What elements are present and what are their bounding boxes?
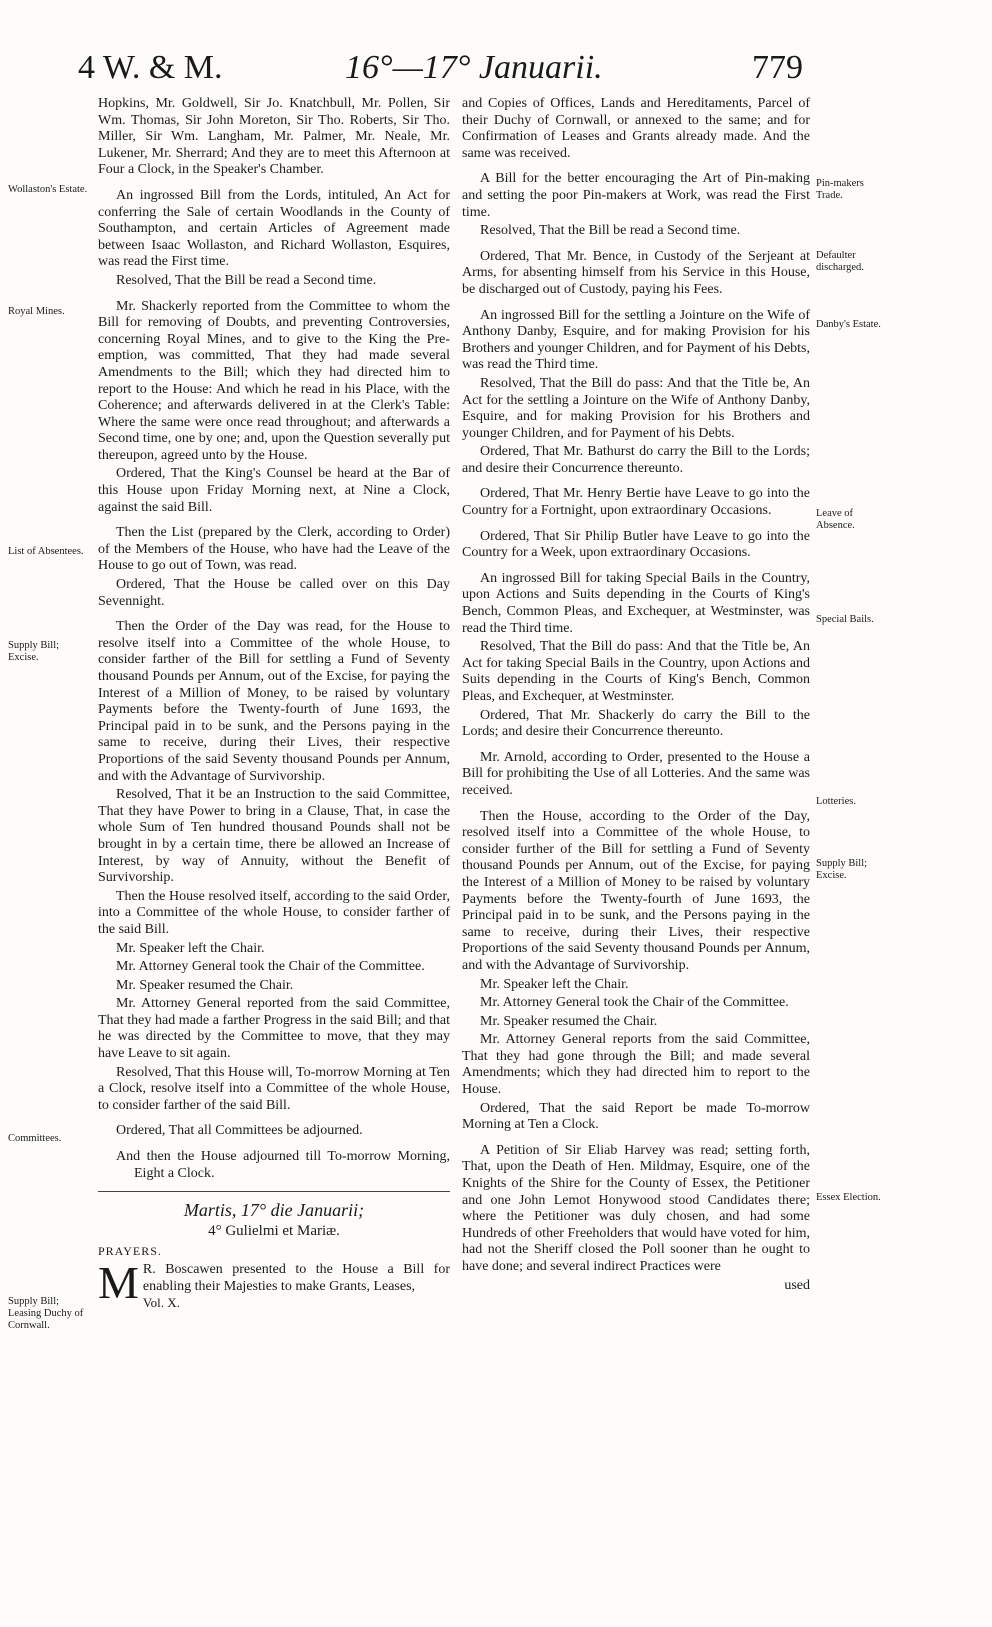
paragraph: Resolved, That the Bill do pass: And that the Title be, An Act for taking Special Bails in the Country, upon Actions and Suits depending in the Courts of King's Bench, Common Pleas, and Exchequer, at Westminster. [462,639,810,704]
margin-note-committees: Committees. [8,1133,62,1144]
paragraph: Ordered, That Mr. Henry Bertie have Leave to go into the Country for a Fortnight, upon extraordinary Occasions. [462,486,810,519]
paragraph: Mr. Speaker resumed the Chair. [116,977,294,993]
page-number: 779 [752,49,803,86]
paragraph: Mr. Attorney General took the Chair of the Committee. [480,995,789,1011]
right-column [462,96,810,1303]
paragraph: Mr. Speaker left the Chair. [116,940,265,956]
paragraph: Mr. Attorney General reported from the said Committee, That they had made a farther Progress in the said Bill; and that he was directed by the Committee to move, that they may have Leave to sit again. [98,996,450,1062]
left-column [98,96,450,1312]
paragraph: Mr. Speaker resumed the Chair. [480,1013,658,1029]
adjournment: And then the House adjourned till To-morrow Morning, Eight a Clock. [116,1149,450,1181]
paragraph: Resolved, That the Bill be read a Second time. [480,223,741,239]
paragraph: Hopkins, Mr. Goldwell, Sir Jo. Knatchbull, Mr. Pollen, Sir Wm. Thomas, Sir John Moreton, Sir Tho. Roberts, Sir Tho. Miller, Sir Wm. Langham, Mr. Palmer, Mr. Neale, Mr. Lukener, Mr. Sherrard; And they are to meet this Afternoon at Four a Clock, in the Speaker's Chamber. [98,96,450,178]
header-regnal-year: 4 W. & M. [78,49,223,86]
paragraph: Mr. Attorney General reports from the said Committee, That they had gone through the Bill; and made several Amendments; which they had directed him to report to the House. [462,1032,810,1098]
paragraph: Then the List (prepared by the Clerk, according to Order) of the Members of the House, who have had the Leave of the House to go out of Town, was read. [98,525,450,574]
margin-note-defaulter: Defaulter discharged. [816,250,864,273]
paragraph: An ingrossed Bill for the settling a Jointure on the Wife of Anthony Danby, Esquire, and for making Provision for his Brothers and younger Children, and for Payment of his Debts, was read the Third time. [462,307,810,373]
volume-mark: Vol. X. [142,1295,180,1311]
paragraph: and Copies of Offices, Lands and Hereditaments, Parcel of their Duchy of Cornwall, or annexed to the same; and for Confirmation of Leases and Grants already made. And the same was received. [462,96,810,161]
margin-note-supply-excise: Supply Bill; Excise. [8,640,60,663]
margin-note-danby: Danby's Estate. [816,319,881,330]
paragraph: Ordered, That Mr. Bence, in Custody of the Serjeant at Arms, for absenting himself from his Service in this House, be discharged out of Custody, paying his Fees. [462,248,810,297]
paragraph: Ordered, That Mr. Shackerly do carry the Bill to the Lords; and desire their Concurrence thereunto. [462,707,810,740]
margin-note-lotteries: Lotteries. [816,796,856,807]
header-date: 16°—17° Januarii. [345,49,603,86]
margin-note-supply-excise-right: Supply Bill; Excise. [816,858,868,881]
reign-line: 4° Gulielmi et Mariæ. [208,1222,340,1239]
paragraph: Mr. Shackerly reported from the Committee to whom the Bill for removing of Doubts, and preventing Controversies, concerning Royal Mines, and to give to the King the Pre-emption, was committed, That they had made several Amendments to the Bill; which they had directed him to report to the House: And which he read in his Place, with the Coherence; and afterwards delivered in at the Clerk's Table: Where the same were once read throughout; and afterwards a Second time, one by one; and, upon the Question severally put thereupon, agreed unto by the House. [98,298,450,463]
paragraph: Ordered, That the King's Counsel be heard at the Bar of this House upon Friday Morning next, at Nine a Clock, against the said Bill. [98,466,450,515]
margin-note-wollaston: Wollaston's Estate. [8,184,88,195]
paragraph: Then the House, according to the Order of the Day, resolved itself into a Committee of the whole House, to consider further of the Bill for settling a Fund of Seventy thousand Pounds per Annum, out of the Excise, for paying the Interest of a Million of Money to be raised by voluntary Payments before the Twenty-fourth of June 1693, the Principal paid in to be sunk, and the Persons paying in the same to receive, during their Lives, their respective Proportions of the said Seventy thousand Pounds per Annum, and with the Advantage of Survivorship. [462,808,810,973]
paragraph: Ordered, That the said Report be made To-morrow Morning at Ten a Clock. [462,1100,810,1133]
paragraph: Resolved, That the Bill be read a Second time. [116,272,377,288]
margin-note-pinmakers: Pin-makers Trade. [816,178,864,201]
margin-note-royal-mines: Royal Mines. [8,306,65,317]
paragraph: A Petition of Sir Eliab Harvey was read; setting forth, That, upon the Death of Hen. Mildmay, Esquire, one of the Knights of the Shire for the County of Essex, the Petitioner and one John Lemot Honywood stood Candidates there; where the Petitioner was duly chosen, and had some Hundreds of other Freeholders that would have voted for him, had not the Sheriff closed the Poll sooner than he ought to have done; and several indirect Practices were [462,1142,810,1274]
paragraph: Ordered, That Mr. Bathurst do carry the Bill to the Lords; and desire their Concurrence thereunto. [462,444,810,476]
margin-note-supply-cornwall: Supply Bill; Leasing Duchy of Cornwall. [8,1296,84,1331]
paragraph: Ordered, That Sir Philip Butler have Leave to go into the Country for a Week, upon extraordinary Occasions. [462,528,810,561]
prayers-heading: PRAYERS. [98,1244,162,1259]
catchword: used [784,1277,810,1293]
margin-note-leave: Leave of Absence. [816,508,855,531]
paragraph: Resolved, That this House will, To-morrow Morning at Ten a Clock, resolve itself into a Committee of the whole House, to consider farther of the said Bill. [98,1064,450,1113]
paragraph: An ingrossed Bill for taking Special Bails in the Country, upon Actions and Suits depending in the Courts of King's Bench, Common Pleas, and Exchequer, at Westminster, was read the Third time. [462,570,810,636]
paragraph: Ordered, That the House be called over on this Day Sevennight. [98,577,450,609]
margin-note-special-bails: Special Bails. [816,614,874,625]
paragraph: Resolved, That the Bill do pass: And that the Title be, An Act for the settling a Jointure on the Wife of Anthony Danby, Esquire, and for making Provision for his Brothers and younger Children, and for Payment of his Debts. [462,375,810,441]
margin-note-essex: Essex Election. [816,1192,881,1203]
paragraph: An ingrossed Bill from the Lords, intituled, An Act for conferring the Sale of certain Woodlands in the County of Southampton, and certain Articles of Agreement made between Isaac Wollaston, and Richard Wollaston, Esquires, was read the First time. [98,187,450,270]
day-title: Martis, 17° die Januarii; [183,1200,365,1221]
margin-note-absentees: List of Absentees. [8,546,84,557]
paragraph: Mr. Attorney General took the Chair of the Committee. [116,959,425,975]
paragraph: Then the Order of the Day was read, for the House to resolve itself into a Committee of the whole House, to consider farther of the Bill for settling a Fund of Seventy thousand Pounds per Annum, out of the Excise, for paying the Interest of a Million of Money, to be raised by voluntary Payments before the Twenty-fourth of June 1693, the Principal paid in to be sunk, and the Persons paying in the same to receive, during their Lives, their respective Proportions of the said Seventy thousand Pounds per Annum, and with the Advantage of Survivorship. [98,619,450,784]
paragraph: Mr. Arnold, according to Order, presented to the House a Bill for prohibiting the Use of all Lotteries. And the same was received. [462,749,810,798]
paragraph: A Bill for the better encouraging the Art of Pin-making and setting the poor Pin-makers at Work, was read the First time. [462,171,810,220]
paragraph: Mr. Speaker left the Chair. [480,976,629,992]
paragraph: Then the House resolved itself, according to the said Order, into a Committee of the whole House, to consider farther of the said Bill. [98,888,450,937]
paragraph: Ordered, That all Committees be adjourned. [116,1123,363,1139]
drop-cap: M [98,1257,139,1308]
paragraph: Resolved, That it be an Instruction to the said Committee, That they have Power to bring in a Clause, That, in case the whole Sum of Ten hundred thousand Pounds shall not be brought in by a certain time, there be allowed an Increase of Interest, by way of Annuity, without the Benefit of Survivorship. [98,787,450,886]
paragraph: R. Boscawen presented to the House a Bill for enabling their Majesties to make Grants, Leases, [142,1262,450,1294]
section-divider [98,1191,450,1192]
